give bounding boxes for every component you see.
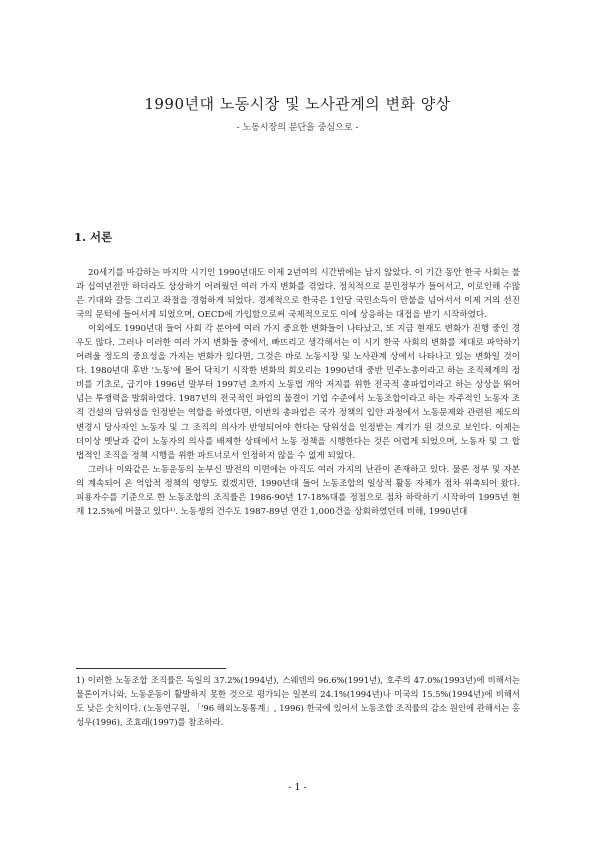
footnote: 1) 이러한 노동조합 조직률은 독일의 37.2%(1994년), 스웨덴의 96.6%(1991년), 호주의 47.0%(1993년)에 비해서는 물론이거니와, 노동운동이 활발하지 못한 것으로 평가되는 일본의 24.1%(1994년)나 미국의 15.5%(1994년)에 비해서도 낮은 숫치이다. (노동연구원, 「'96 해외노동통계」, 1996) 한국에 있어서 노동조합 조직률의 감소 원인에 관해서는 홍성우(1996), 조효래(1997)를 참조하라.	[76, 675, 520, 727]
body-text	[76, 266, 520, 519]
page-number: - 1 -	[288, 782, 307, 793]
paragraph-1: 20세기를 마감하는 마지막 시기인 1990년대도 이제 2년여의 시간밖에는 남지 않았다. 이 기간 동안 한국 사회는 불과 십여년전만 하더라도 상상하기 어려웠던 여러 가지 변화를 겪었다. 정치적으로 문민정부가 들어서고, 이로인해 수많은 기대와 갈등 그리고 좌절을 경험하게 되었다. 경제적으로 한국은 1인당 국민소득이 만불을 넘어서서 이제 거의 선진국의 문턱에 들어서게 되었으며, OECD에 가입함으로써 국제적으로도 이에 상응하는 대접을 받기 시작하였다.	[76, 268, 520, 321]
paragraph-3: 그러나 이와같은 노동운동의 눈부신 발전의 이면에는 아직도 여러 가지의 난관이 존재하고 있다. 물론 정부 및 자본의 계속되어 온 억압적 정책의 영향도 컸겠지만, 1990년대 들어 노동조합의 일상적 활동 자체가 점차 위축되어 왔다. 피용자수를 기준으로 한 노동조합의 조직률은 1986-90년 17-18%대를 정점으로 점차 하락하기 시작하여 1995년 현재 12.5%에 머물고 있다¹⁾. 노동쟁의 건수도 1987-89년 연간 1,000건을 상회하였던데 비해, 1990년대	[76, 464, 520, 517]
paragraph-2: 이외에도 1990년대 들어 사회 각 분야에 여러 가지 중요한 변화들이 나타났고, 또 지금 현재도 변화가 진행 중인 경우도 많다. 그러나 이러한 여러 가지 변화들 중에서, 빠뜨리고 생각해서는 이 시기 한국 사회의 변화를 제대로 파악하기 어려울 정도의 중요성을 가지는 변화가 있다면, 그것은 바로 노동시장 및 노사관계 상에서 나타나고 있는 변화일 것이다. 1980년대 후반 '노동'에 몰어 닥치기 시작한 변화의 회오리는 1990년대 중반 민주노총이라고 하는 조직체계의 정비를 기초로, 급기야 1996년 말부터 1997년 초까지 노동법 개악 저지를 위한 전국적 총파업이라고 하는 상상을 뛰어 넘는 투쟁력을 발휘하였다. 1987년의 전국적인 파업의 물결이 기업 수준에서 노동조합이라고 하는 자주적인 노동자 조직 건설의 담위성을 인정받는 역할을 하였다면, 이번의 총파업은 국가 정책의 입안 과정에서 노동문제와 관련된 제도의 변경시 당사자인 노동자 및 그 조직의 의사가 반영되어야 한다는 당위성을 인정받는 계기가 된 것으로 보인다. 이제는 더이상 옛날과 같이 노동자의 의사를 배제한 상태에서 노동 정책을 시행한다는 것은 어렵게 되었으며, 노동자 및 그 합법적인 조직을 정책 시행을 위한 파트너로서 인정하지 않을 수 없게 되었다.	[76, 324, 520, 461]
footnote-divider	[76, 668, 226, 669]
document-title: 1990년대 노동시장 및 노사관계의 변화 양상	[144, 95, 451, 113]
document-subtitle: - 노동시장의 분단을 중심으로 -	[236, 123, 359, 133]
section-heading: 1. 서론	[74, 230, 113, 244]
